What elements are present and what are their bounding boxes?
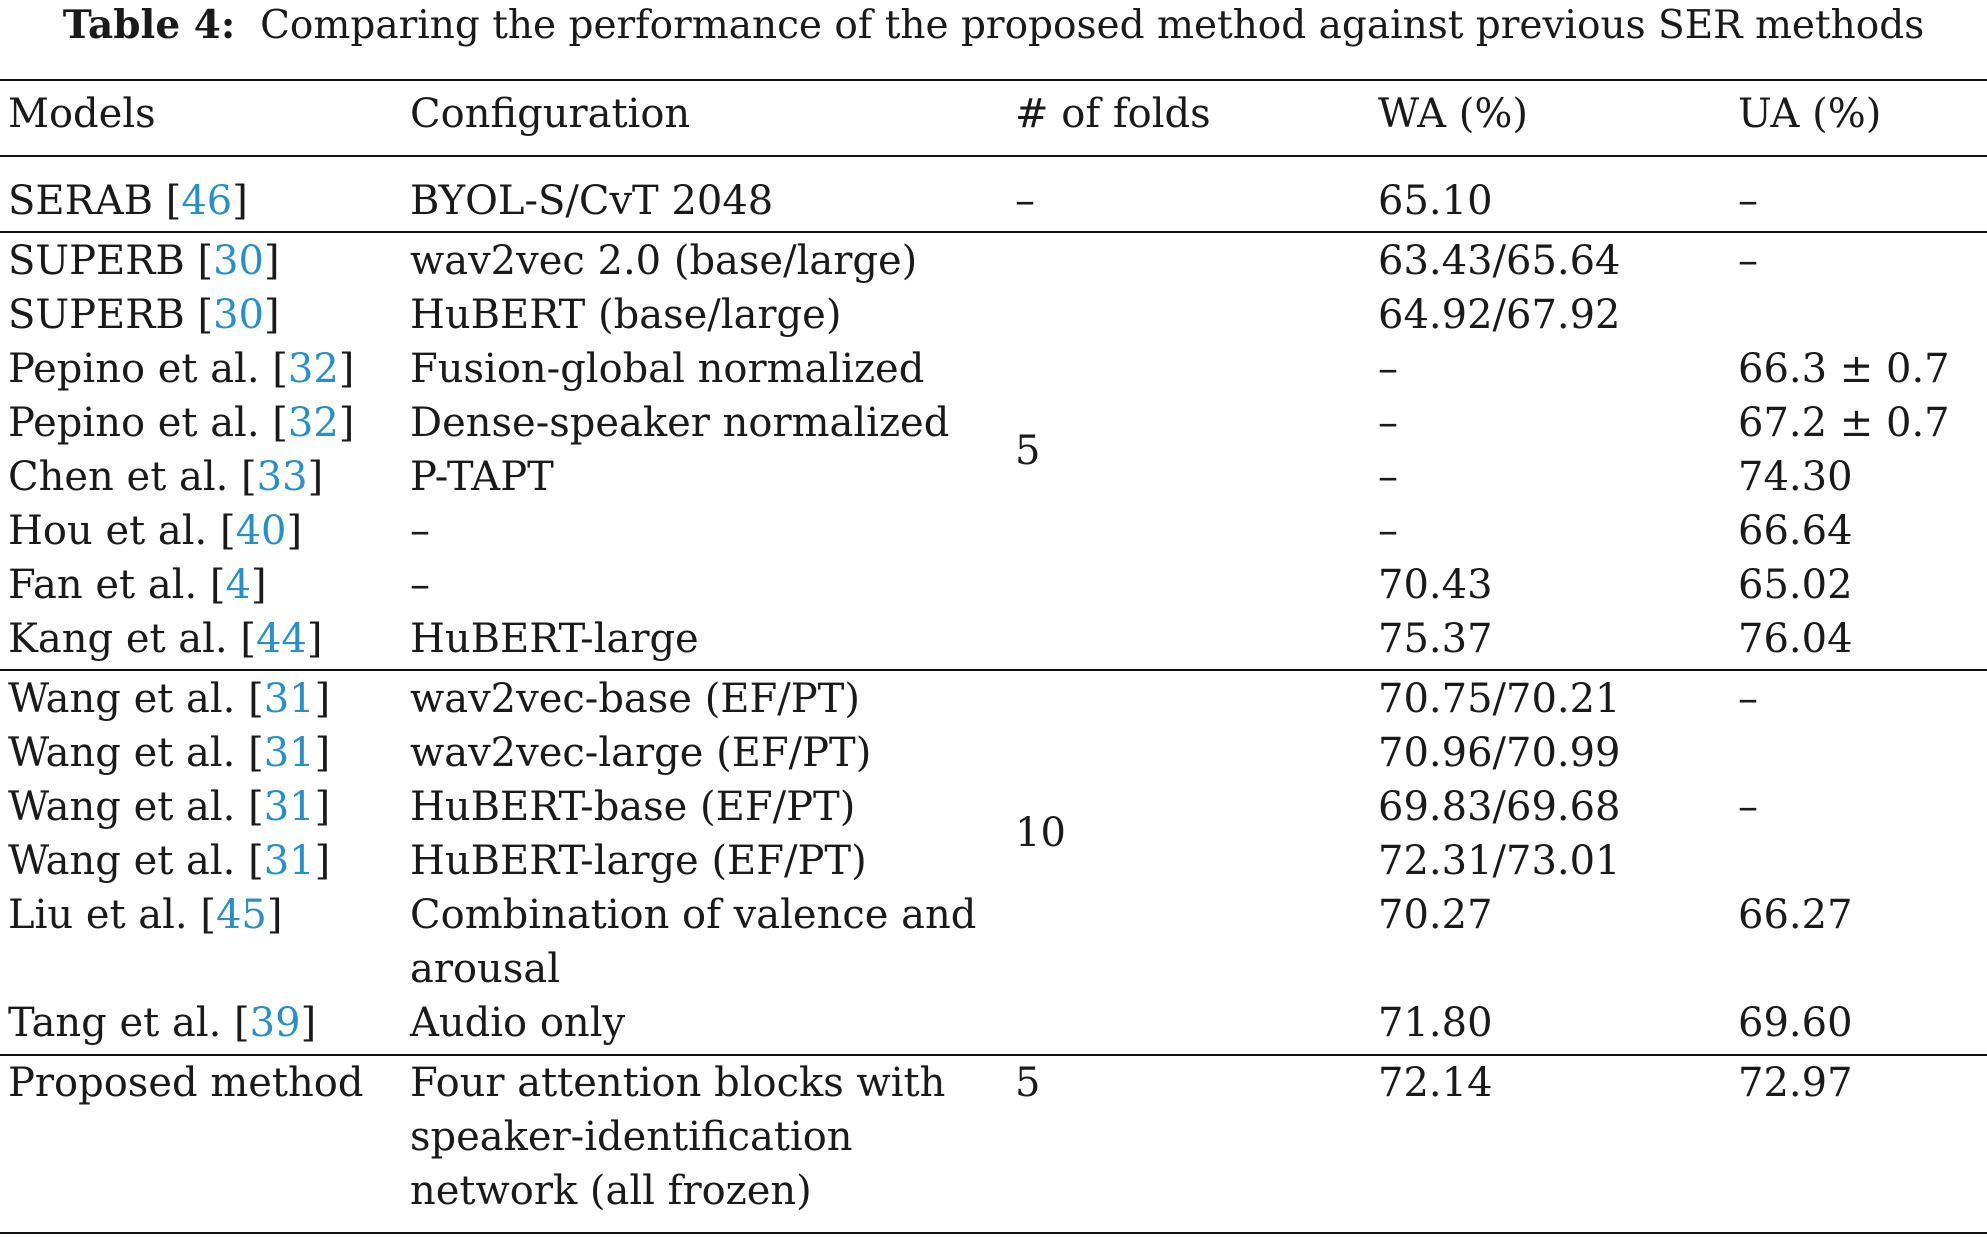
model-cell: SUPERB [30] <box>8 238 280 284</box>
citation-link[interactable]: 31 <box>263 730 315 776</box>
citation-link[interactable]: 30 <box>213 292 264 338</box>
configuration-cell: Four attention blocks with <box>410 1060 946 1106</box>
ua-cell: – <box>1738 676 1758 722</box>
model-name: Chen et al. <box>8 454 229 500</box>
model-name: Fan et al. <box>8 562 198 608</box>
configuration-cell: HuBERT-large (EF/PT) <box>410 838 867 884</box>
model-cell: Pepino et al. [32] <box>8 346 355 392</box>
ua-cell: 72.97 <box>1738 1060 1853 1106</box>
wa-cell: 63.43/65.64 <box>1378 238 1621 284</box>
wa-cell: 72.14 <box>1378 1060 1493 1106</box>
configuration-cell: Combination of valence and <box>410 892 977 938</box>
citation-link[interactable]: 31 <box>263 676 315 722</box>
model-cell: Liu et al. [45] <box>8 892 283 938</box>
merged-folds-cell: 10 <box>1015 810 1066 856</box>
citation-link[interactable]: 44 <box>255 616 307 662</box>
configuration-cell: HuBERT-large <box>410 616 699 662</box>
model-name: Wang et al. <box>8 838 236 884</box>
configuration-cell: BYOL-S/CvT 2048 <box>410 178 774 224</box>
configuration-cell: Audio only <box>410 1000 626 1046</box>
wa-cell: 72.31/73.01 <box>1378 838 1621 884</box>
model-cell: Tang et al. [39] <box>8 1000 317 1046</box>
model-cell: Wang et al. [31] <box>8 730 331 776</box>
model-name: SUPERB <box>8 292 185 338</box>
group-rule-1 <box>0 231 1987 233</box>
model-name: SERAB <box>8 178 153 224</box>
model-name: SUPERB <box>8 238 185 284</box>
model-name: Tang et al. <box>8 1000 222 1046</box>
model-name: Hou et al. <box>8 508 208 554</box>
citation-link[interactable]: 33 <box>256 454 308 500</box>
configuration-cell: HuBERT (base/large) <box>410 292 842 338</box>
configuration-cell: – <box>410 508 430 554</box>
column-header: UA (%) <box>1738 91 1882 137</box>
column-header: # of folds <box>1015 91 1211 137</box>
ua-cell: 65.02 <box>1738 562 1853 608</box>
ua-cell: 74.30 <box>1738 454 1853 500</box>
configuration-cell: Fusion-global normalized <box>410 346 925 392</box>
model-cell: Wang et al. [31] <box>8 838 331 884</box>
ua-cell: 76.04 <box>1738 616 1853 662</box>
configuration-cell: wav2vec-base (EF/PT) <box>410 676 860 722</box>
configuration-cell: P-TAPT <box>410 454 554 500</box>
citation-link[interactable]: 45 <box>215 892 267 938</box>
ua-cell: 67.2 ± 0.7 <box>1738 400 1950 446</box>
column-header: Configuration <box>410 91 691 137</box>
folds-cell: – <box>1015 178 1035 224</box>
wa-cell: – <box>1378 400 1398 446</box>
model-cell <box>8 1056 363 1110</box>
model-cell: Wang et al. [31] <box>8 784 331 830</box>
top-rule <box>0 79 1987 81</box>
header-rule <box>0 155 1987 157</box>
wa-cell: 71.80 <box>1378 1000 1493 1046</box>
configuration-cell: speaker-identification <box>410 1114 853 1160</box>
model-name: Pepino et al. <box>8 400 260 446</box>
wa-cell: – <box>1378 346 1398 392</box>
ua-cell: – <box>1738 178 1758 224</box>
configuration-cell: wav2vec-large (EF/PT) <box>410 730 872 776</box>
model-cell: Kang et al. [44] <box>8 616 323 662</box>
caption-text: Comparing the performance of the proposed method against previous SER methods <box>260 3 1925 48</box>
citation-link[interactable]: 39 <box>249 1000 301 1046</box>
model-name: Wang et al. <box>8 676 236 722</box>
group-rule-2 <box>0 669 1987 671</box>
ua-cell: 69.60 <box>1738 1000 1853 1046</box>
configuration-cell: arousal <box>410 946 560 992</box>
citation-link[interactable]: 30 <box>213 238 264 284</box>
configuration-cell: – <box>410 562 430 608</box>
wa-cell: 70.75/70.21 <box>1378 676 1621 722</box>
model-cell: Pepino et al. [32] <box>8 400 355 446</box>
citation-link[interactable]: 32 <box>287 400 339 446</box>
wa-cell: 75.37 <box>1378 616 1493 662</box>
ua-cell: 66.64 <box>1738 508 1853 554</box>
wa-cell: – <box>1378 454 1398 500</box>
merged-folds-cell: 5 <box>1015 428 1041 474</box>
configuration-cell: Dense-speaker normalized <box>410 400 950 446</box>
configuration-cell: HuBERT-base (EF/PT) <box>410 784 856 830</box>
table-caption <box>0 0 1987 51</box>
model-cell: Fan et al. [4] <box>8 562 267 608</box>
model-cell: Wang et al. [31] <box>8 676 331 722</box>
column-header: WA (%) <box>1378 91 1528 137</box>
model-name: Proposed method <box>8 1060 364 1106</box>
configuration-cell: wav2vec 2.0 (base/large) <box>410 238 918 284</box>
wa-cell: – <box>1378 508 1398 554</box>
citation-link[interactable]: 46 <box>181 178 233 224</box>
ua-cell: 66.27 <box>1738 892 1853 938</box>
citation-link[interactable]: 40 <box>235 508 287 554</box>
ua-cell: – <box>1738 784 1758 830</box>
configuration-cell: network (all frozen) <box>410 1168 812 1214</box>
model-cell: SERAB [46] <box>8 178 248 224</box>
model-name: Wang et al. <box>8 784 236 830</box>
caption-label: Table 4: <box>62 2 236 48</box>
wa-cell: 69.83/69.68 <box>1378 784 1621 830</box>
model-name: Liu et al. <box>8 892 188 938</box>
folds-cell: 5 <box>1015 1060 1041 1106</box>
column-header: Models <box>8 91 156 137</box>
model-cell: Hou et al. [40] <box>8 508 303 554</box>
model-cell: Chen et al. [33] <box>8 454 324 500</box>
wa-cell: 64.92/67.92 <box>1378 292 1621 338</box>
ua-cell: 66.3 ± 0.7 <box>1738 346 1950 392</box>
citation-link[interactable]: 31 <box>263 838 315 884</box>
citation-link[interactable]: 31 <box>263 784 315 830</box>
model-cell: SUPERB [30] <box>8 292 280 338</box>
bottom-rule <box>0 1232 1987 1234</box>
wa-cell: 70.27 <box>1378 892 1493 938</box>
ua-cell: – <box>1738 238 1758 284</box>
citation-link[interactable]: 32 <box>287 346 339 392</box>
model-name: Wang et al. <box>8 730 236 776</box>
wa-cell: 65.10 <box>1378 178 1493 224</box>
model-name: Pepino et al. <box>8 346 260 392</box>
wa-cell: 70.96/70.99 <box>1378 730 1621 776</box>
citation-link[interactable]: 4 <box>225 562 251 608</box>
model-name: Kang et al. <box>8 616 228 662</box>
wa-cell: 70.43 <box>1378 562 1493 608</box>
